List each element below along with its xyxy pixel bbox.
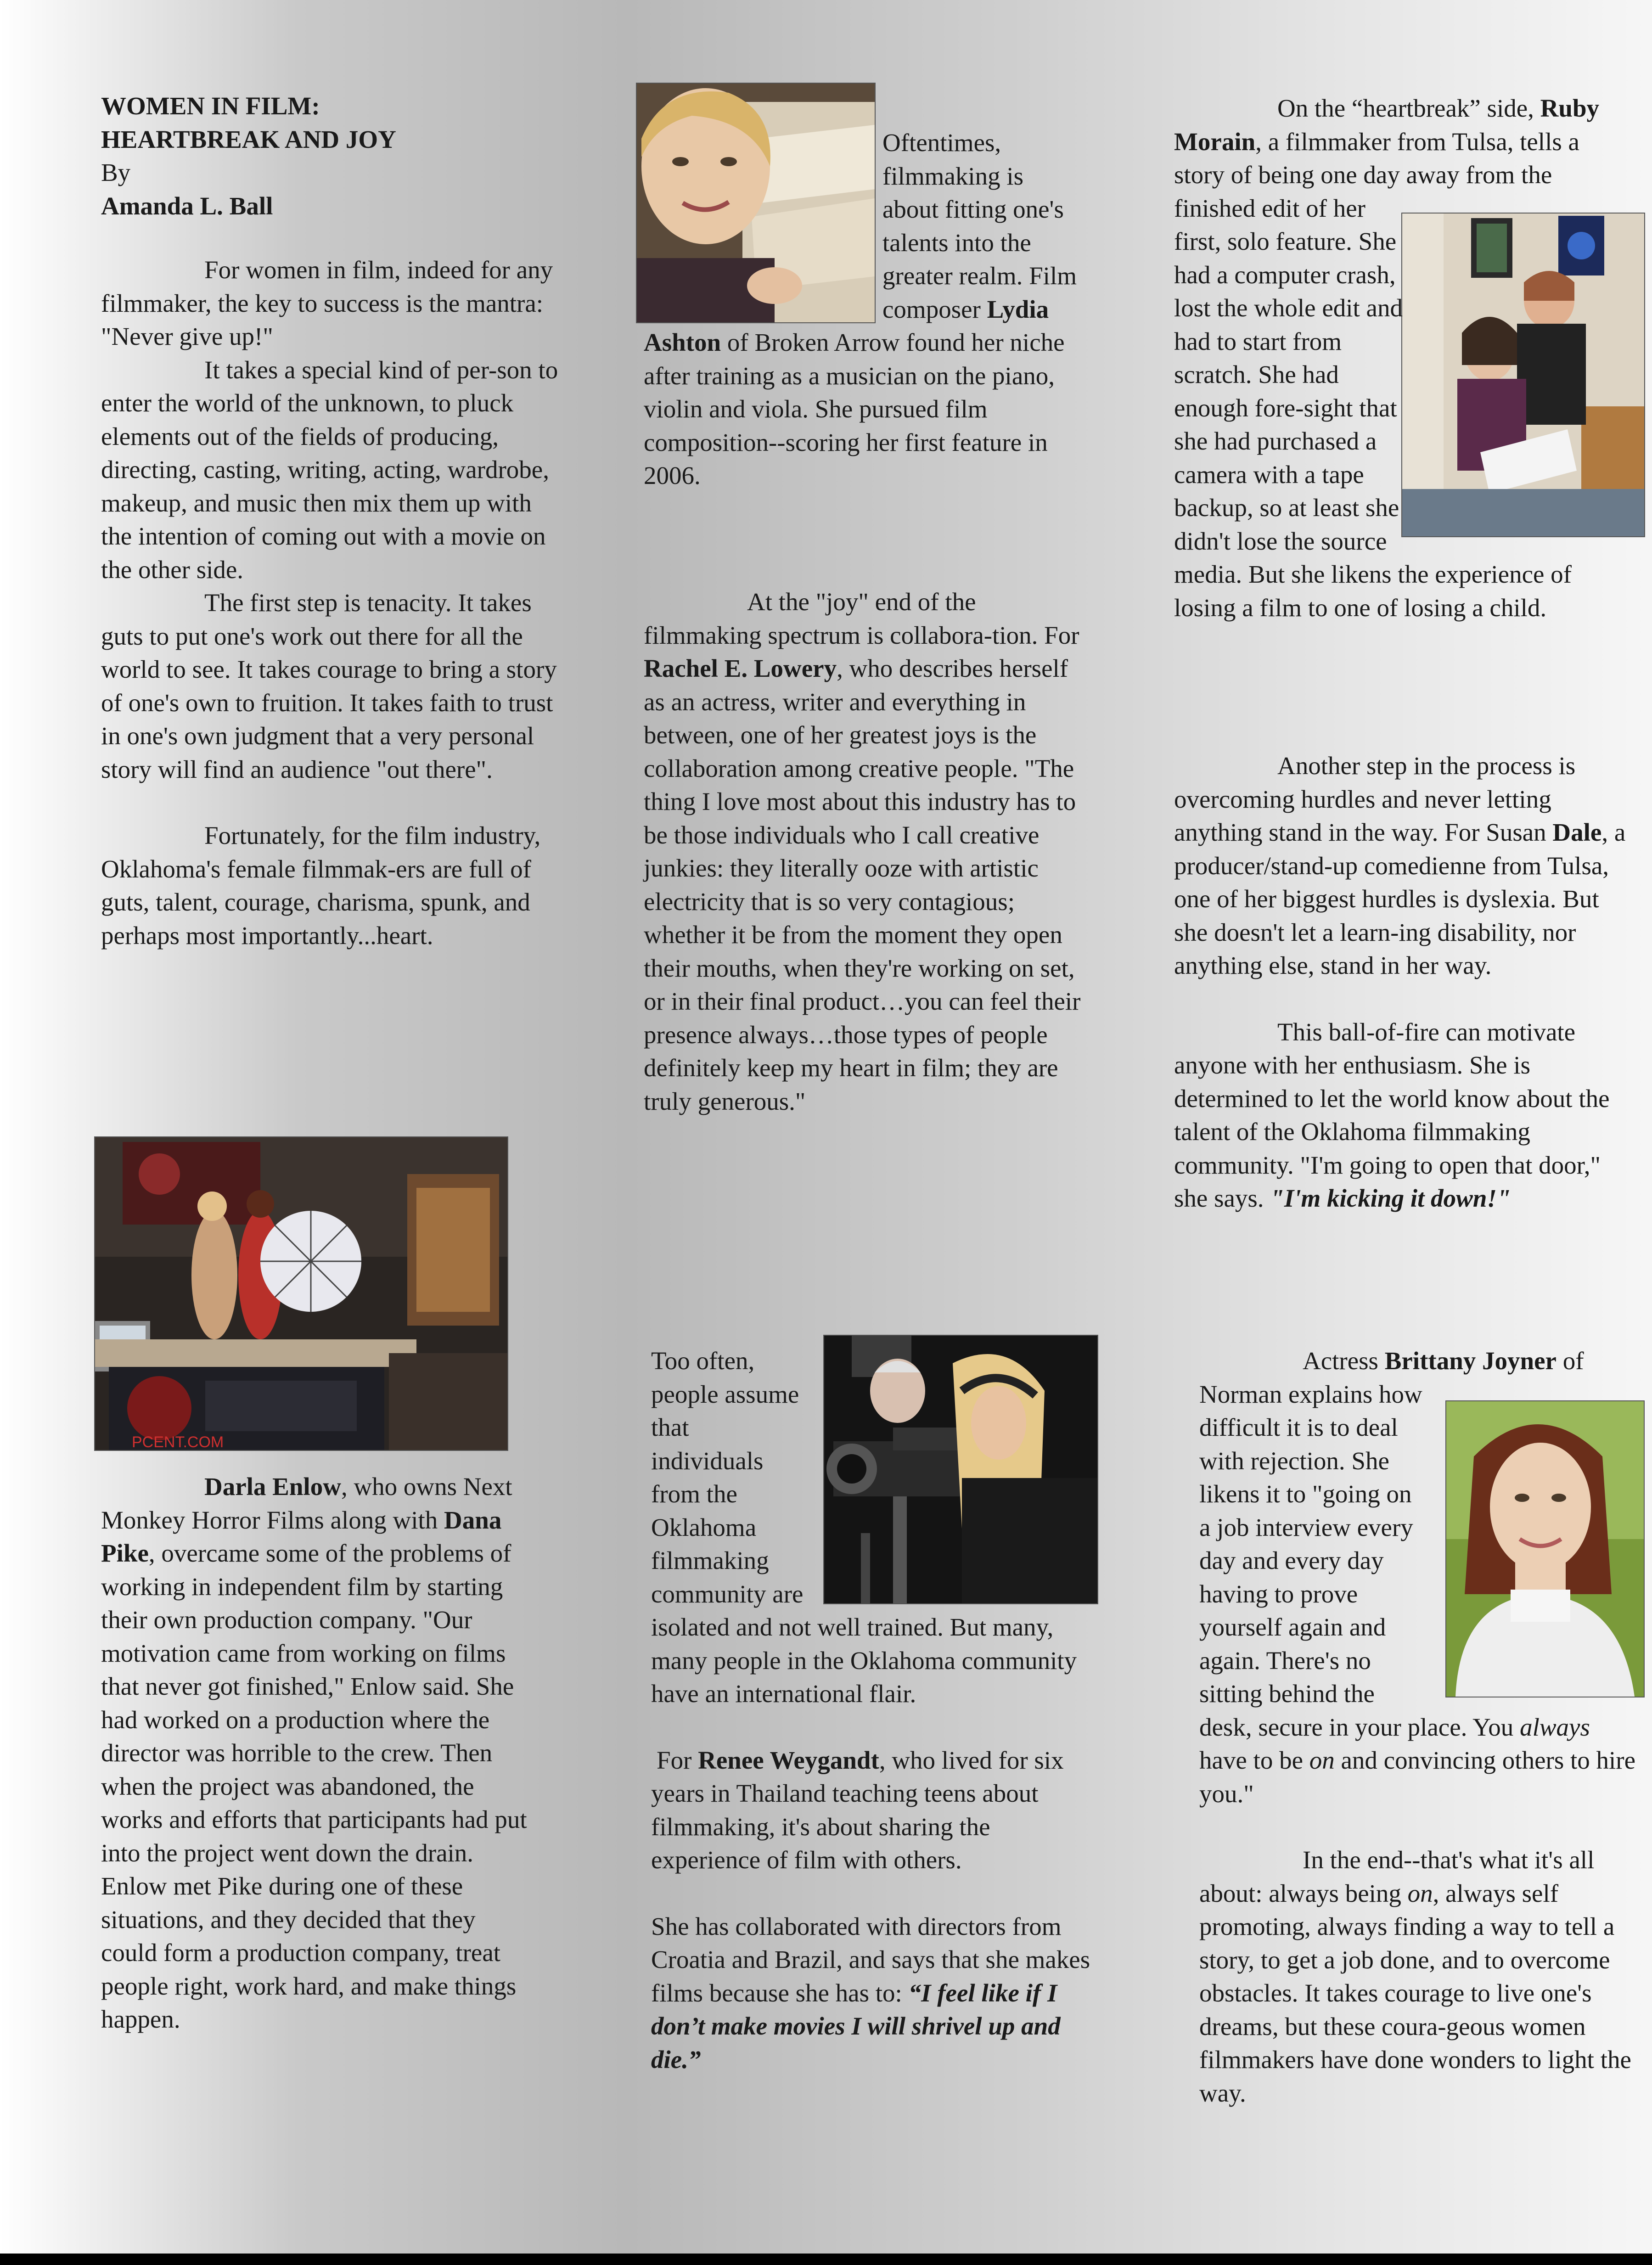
emphasis-on: on (1309, 1746, 1335, 1774)
col3-p4-text-a: Actress (1303, 1347, 1385, 1375)
col2-p1-text-a (644, 126, 1084, 493)
col2-p2-text-b: , who describes herself as an actress, writer and everything in between, one of her greatest joys is the collaboration among creative people. "The thing I love most about this industry has to be those individuals who I call creative junkies: they literally ooze with artistic electricity that is so very contagious; whether it be from the moment they open their mouths, when they're working on set, or in their final product…you can feel their presence always…those types of people definitely keep my heart in film; they are truly generous." (644, 654, 1081, 1115)
col3-p4-text-c: have to be (1199, 1746, 1309, 1774)
col2-paragraph-1 (644, 126, 1084, 493)
col1-paragraph-1: For women in film, indeed for any filmmaker, the key to success is the mantra: "Never give up!" (101, 256, 553, 350)
wrap-spacer (1404, 207, 1633, 542)
kicking-it-down-quote: "I'm kicking it down!" (1270, 1184, 1511, 1212)
byline-by: By (101, 158, 131, 186)
col2-p4-text-b: , who lived for six years in Thailand teaching teens about filmmaking, it's about sharing the experience of film with others. (651, 1746, 1064, 1874)
col2-p4-text-a: For (657, 1746, 698, 1774)
name-ruby-morain: Ruby Morain (1174, 94, 1600, 156)
col1-paragraph-2: It takes a special kind of per-son to enter the world of the unknown, to pluck elements out of the fields of producing, directing, casting, writing, acting, wardrobe, makeup, and music then mix them up with the intention of coming out with a movie on the other side. (101, 355, 558, 584)
wrap-spacer (1424, 1395, 1640, 1698)
col3-p4-text-b: of Norman explains how difficult it is to deal with rejection. She likens it to "going on a job interview every day and every day having to prove yourself again and again. There's no sitting behind the desk, secure in your place. You (1199, 1347, 1584, 1741)
col3-lower-text (1199, 1344, 1640, 2110)
col2-p5-text-a: She has collaborated with directors from Croatia and Brazil, and says that she makes films because she has to: (651, 1912, 1090, 2007)
bottom-rule (0, 2254, 1652, 2265)
name-rachel-lowery: Rachel E. Lowery (644, 654, 837, 682)
article-title-line1: WOMEN IN FILM: (101, 92, 320, 120)
col2-paragraph-3 (651, 1344, 1092, 1711)
col2-p1-lead: Oftentimes, filmmaking is about fitting one's talents into the greater realm. Film composer (882, 129, 1077, 323)
article-title-line2: HEARTBREAK AND JOY (101, 125, 396, 153)
col1-paragraph-4: Fortunately, for the film industry, Oklahoma's female filmmak-ers are full of guts, talent, courage, charisma, spunk, and perhaps most importantly...heart. (101, 821, 541, 950)
emphasis-always: always (1520, 1713, 1590, 1741)
col3-paragraph-3 (1174, 1016, 1633, 1215)
col2-p3-text: Too often, people assume that individuals from the Oklahoma filmmaking community are isolated and not well trained. But many, many people in the Oklahoma community have an international flair. (651, 1347, 1077, 1708)
col3-paragraph-5 (1199, 1843, 1640, 2110)
col2-lower-text (651, 1344, 1092, 2076)
byline-author: Amanda L. Ball (101, 191, 273, 220)
col2-p1-text-b: of Broken Arrow found her niche after training as a musician on the piano, violin and viola. She pursued film composition--scoring her first feature in 2006. (644, 328, 1065, 489)
col3-p5-text-b: , always self promoting, always finding a way to tell a story, to get a job done, and to overcome obstacles. It takes courage to live one's dreams, but these coura-geous women filmmakers have done wonders to light the way. (1199, 1879, 1631, 2107)
col2-middle-text (644, 585, 1084, 1118)
name-lydia-ashton: Lydia Ashton (644, 295, 1049, 356)
col1-p5-text-a: , who owns Next Monkey Horror Films along with (101, 1473, 512, 1534)
wrap-spacer (644, 126, 882, 324)
name-susan-dale: Dale (1552, 818, 1602, 846)
col1-upper-text (101, 253, 560, 952)
col3-middle-text (1174, 749, 1633, 1215)
col1-lower-text (101, 1470, 533, 2036)
col3-paragraph-4 (1199, 1344, 1640, 1810)
name-brittany-joyner: Brittany Joyner (1384, 1347, 1556, 1375)
col3-p3-text-a: This ball-of-fire can motivate anyone with her enthusiasm. She is determined to let the world know about the talent of the Oklahoma filmmaking community. "I'm going to open that door," she says. (1174, 1017, 1610, 1212)
col2-paragraph-5 (651, 1910, 1092, 2077)
col3-paragraph-2 (1174, 749, 1633, 983)
col2-paragraph-2 (644, 585, 1084, 1118)
col3-p1-text-a: On the “heartbreak” side, (1277, 94, 1540, 122)
name-darla-enlow: Darla Enlow (204, 1473, 341, 1501)
col3-p5-text-a: In the end--that's what it's all about: always being (1199, 1846, 1595, 1907)
article-heading (101, 90, 560, 223)
col1-paragraph-3: The first step is tenacity. It takes guts to put one's work out there for all the world to see. It takes courage to bring a story of one's own to fruition. It takes faith to trust in one's own judgment that a very personal story will find an audience "out there". (101, 589, 557, 783)
col3-upper-text (1174, 92, 1633, 624)
name-dana-pike: Dana Pike (101, 1506, 502, 1567)
col3-p2-text-a: Another step in the process is overcoming hurdles and never letting anything stand in the way. For Susan (1174, 752, 1576, 846)
wrap-spacer (807, 1344, 1092, 1611)
col1-paragraph-5 (101, 1470, 533, 2036)
col3-p1-text-b: , a filmmaker from Tulsa, tells a story of being one day away from the finished edit of her first, solo feature. She had a computer crash, lost the whole edit and had to start from scratch. She had enough fore-sight that she had purchased a camera with a tape backup, so at least she didn't lose the source media. But she likens the experience of losing a film to one of losing a child. (1174, 127, 1579, 622)
col2-paragraph-4 (651, 1744, 1092, 1877)
renee-quote: “I feel like if I don’t make movies I will shrivel up and die.” (651, 1978, 1061, 2074)
col2-p2-text-a: At the "joy" end of the filmmaking spectrum is collabora-tion. For (644, 588, 1079, 649)
col3-p4-text-d: and convincing others to hire you." (1199, 1746, 1636, 1808)
emphasis-on-2: on (1407, 1879, 1433, 1907)
booth-photo (94, 1136, 508, 1451)
col3-paragraph-1 (1174, 92, 1633, 624)
booth-banner-text: PCENT.COM (132, 1433, 224, 1450)
name-renee-weygandt: Renee Weygandt (698, 1746, 879, 1774)
col3-p2-text-b: , a producer/stand-up comedienne from Tulsa, one of her biggest hurdles is dyslexia. But she doesn't let a learn-ing disability, nor anything else, stand in her way. (1174, 818, 1626, 979)
col1-p5-text-b: , overcame some of the problems of working in independent film by starting their own production company. "Our motivation came from working on films that never got finished," Enlow said. She had worked on a production where the director was horrible to the crew. Then when the project was abandoned, the works and efforts that participants had put into the project went down the drain. Enlow met Pike during one of these situations, and they decided that they could form a production company, treat people right, work hard, and make things happen. (101, 1539, 527, 2033)
